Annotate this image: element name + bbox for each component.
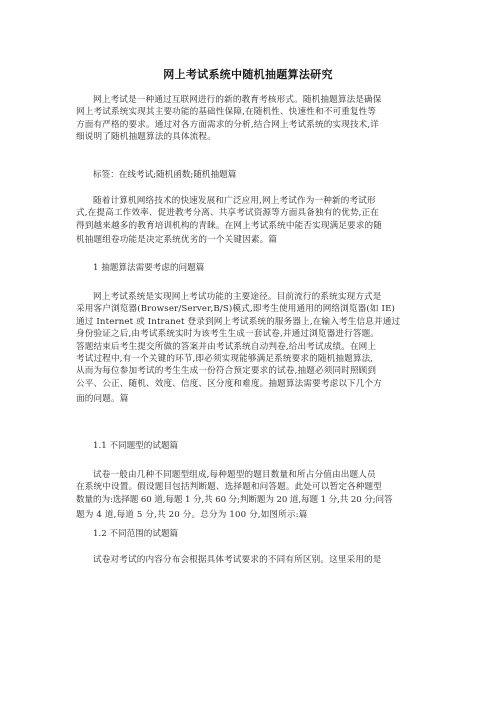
section-1-1-paragraph <box>76 469 426 522</box>
text-line: 机抽题组卷功能是决定系统优劣的一个关键因素。篇 <box>76 235 278 246</box>
text-line: 方面有严格的要求。通过对各方面需求的分析,结合网上考试系统的实现技术,详 <box>76 119 380 130</box>
text-line: 网上考试是一种通过互联网进行的新的教育考核形式。随机抽题算法是确保 <box>93 95 382 105</box>
text-line: 通过 Internet 或 Intranet 登录到网上考试系统的服务器上,在输入考生信息并通过 <box>76 316 401 327</box>
text-line: 试卷对考试的内容分布会根据具体考试要求的不同有所区别。这里采用的是 <box>93 555 382 565</box>
text-line: 答题结束后考生提交所做的答案并由考试系统自动判卷,给出考试成绩。在网上 <box>76 341 377 352</box>
text-line: 网上考试系统是实现网上考试功能的主要途径。目前流行的系统实现方式是 <box>93 292 382 302</box>
text-line: 试卷一般由几种不同题型组成,每种题型的题目数量和所占分值由出题人员 <box>93 470 376 480</box>
text-line: 从而为每位参加考试的考生生成一份符合预定要求的试卷,抽题必须同时照顾到 <box>76 366 377 377</box>
keywords-line: 标签：在线考试;随机函数;随机抽题篇 <box>93 170 237 180</box>
section-1-1-heading: 1.1 不同题型的试题篇 <box>93 441 179 451</box>
abstract-paragraph <box>76 94 426 144</box>
text-line: 采用客户浏览器(Browser/Server,B/S)模式,即考生使用通用的网络浏览器(如 IE) <box>76 304 396 315</box>
text-line: 数量的为:选择题 60 道,每题 1 分,共 60 分;判断题为 20 道,每题 1 分,共 20 分;问答 <box>76 494 393 505</box>
text-line: 网上考试系统实现其主要功能的基础性保障,在随机性、快速性和不可重复性等 <box>76 107 377 118</box>
text-line: 身份验证之后,由考试系统实时为该考生生成一套试卷,并通过浏览器进行答题。 <box>76 329 380 340</box>
text-line: 考试过程中,有一个关键的环节,即必须实现能够满足系统要求的随机抽题算法, <box>76 354 374 365</box>
text-line: 公平、公正、随机、效度、信度、区分度和难度。抽题算法需要考虑以下几个方 <box>76 378 383 389</box>
text-line: 得到越来越多的教育培训机构的青睐。在网上考试系统中能否实现满足要求的随 <box>76 220 383 231</box>
section-1-paragraph <box>76 291 426 406</box>
text-line: 面的问题。篇 <box>76 394 129 405</box>
section-1-2-paragraph <box>76 554 426 566</box>
text-line: 在系统中设置。假设题目包括判断题、选择题和问答题。此处可以暂定各种题型 <box>76 482 383 493</box>
document-title: 网上考试系统中随机抽题算法研究 <box>163 68 333 81</box>
text-line: 式,在提高工作效率、促进教考分离、共享考试资源等方面具备独有的优势,正在 <box>76 208 380 219</box>
text-line: 题为 4 道,每道 5 分,共 20 分。总分为 100 分,如图所示:篇 <box>76 510 308 521</box>
section-1-2-heading: 1.2 不同范围的试题篇 <box>93 529 179 539</box>
text-line: 细说明了随机抽题算法的具体流程。 <box>76 132 216 143</box>
section-1-heading: 1 抽题算法需要考虑的问题篇 <box>93 263 205 273</box>
text-line: 随着计算机网络技术的快速发展和广泛应用,网上考试作为一种新的考试形 <box>93 196 376 206</box>
intro-paragraph <box>76 195 426 247</box>
